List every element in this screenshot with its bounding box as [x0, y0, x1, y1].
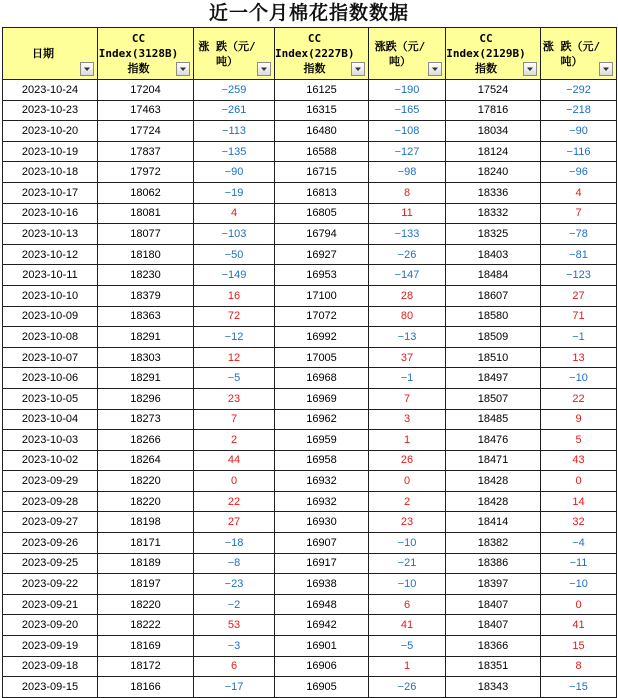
index-cell: 18273 — [98, 409, 194, 430]
change-cell: −13 — [369, 327, 446, 348]
change-cell: 15 — [541, 636, 617, 657]
index-cell: 18407 — [446, 594, 541, 615]
index-cell: 18264 — [98, 450, 194, 471]
index-cell: 16930 — [275, 512, 369, 533]
date-cell: 2023-10-04 — [3, 409, 98, 430]
change-cell: 22 — [194, 491, 275, 512]
table-row — [3, 574, 617, 595]
change-cell: −12 — [194, 327, 275, 348]
date-cell: 2023-10-20 — [3, 121, 98, 142]
index-cell: 18484 — [446, 265, 541, 286]
date-cell: 2023-10-08 — [3, 327, 98, 348]
change-cell: 8 — [541, 656, 617, 677]
table-row — [3, 512, 617, 533]
index-cell: 16958 — [275, 450, 369, 471]
change-cell: −8 — [194, 553, 275, 574]
index-cell: 16948 — [275, 594, 369, 615]
date-cell: 2023-09-22 — [3, 574, 98, 595]
change-cell: 2 — [194, 430, 275, 451]
index-cell: 18471 — [446, 450, 541, 471]
date-cell: 2023-10-18 — [3, 162, 98, 183]
change-cell: 1 — [369, 656, 446, 677]
index-cell: 18266 — [98, 430, 194, 451]
table-body — [3, 80, 617, 698]
index-cell: 16906 — [275, 656, 369, 677]
change-cell: 4 — [194, 203, 275, 224]
index-cell: 16588 — [275, 141, 369, 162]
table-row — [3, 594, 617, 615]
index-cell: 17204 — [98, 80, 194, 101]
column-header-line: CC — [307, 32, 322, 45]
date-cell: 2023-09-19 — [3, 636, 98, 657]
index-cell: 16932 — [275, 471, 369, 492]
index-cell: 18476 — [446, 430, 541, 451]
index-cell: 18580 — [446, 306, 541, 327]
index-cell: 18169 — [98, 636, 194, 657]
change-cell: 14 — [541, 491, 617, 512]
table-row — [3, 306, 617, 327]
index-cell: 16969 — [275, 388, 369, 409]
index-cell: 18332 — [446, 203, 541, 224]
index-cell: 18303 — [98, 347, 194, 368]
table-row — [3, 450, 617, 471]
date-cell: 2023-10-09 — [3, 306, 98, 327]
column-header-change-3128b — [194, 28, 275, 80]
column-header-line: 吨） — [560, 54, 583, 68]
column-header-line: CC — [479, 32, 493, 45]
index-cell: 18189 — [98, 553, 194, 574]
header-row — [3, 28, 617, 80]
index-cell: 18291 — [98, 327, 194, 348]
index-cell: 18062 — [98, 182, 194, 203]
index-cell: 18397 — [446, 574, 541, 595]
date-cell: 2023-09-21 — [3, 594, 98, 615]
column-header-line: 吨） — [389, 54, 411, 68]
date-cell: 2023-10-02 — [3, 450, 98, 471]
column-header-line: 指数 — [475, 62, 497, 75]
index-cell: 18428 — [446, 471, 541, 492]
table-row — [3, 368, 617, 389]
change-cell: −96 — [541, 162, 617, 183]
change-cell: 0 — [369, 471, 446, 492]
filter-dropdown-icon — [258, 63, 270, 75]
index-cell: 18414 — [446, 512, 541, 533]
filter-dropdown-icon — [429, 63, 441, 75]
change-cell: −78 — [541, 224, 617, 245]
change-cell: −15 — [541, 677, 617, 698]
index-cell: 16968 — [275, 368, 369, 389]
index-cell: 18343 — [446, 677, 541, 698]
column-header-line: 日期 — [32, 47, 54, 60]
change-cell: 0 — [541, 471, 617, 492]
index-cell: 18180 — [98, 244, 194, 265]
change-cell: 27 — [194, 512, 275, 533]
column-header-line: Index(3128B) — [98, 47, 179, 60]
index-cell: 17005 — [275, 347, 369, 368]
index-cell: 18407 — [446, 615, 541, 636]
change-cell: 7 — [194, 409, 275, 430]
change-cell: −10 — [369, 533, 446, 554]
cotton-index-table — [2, 27, 617, 698]
filter-dropdown-icon — [600, 63, 612, 75]
index-cell: 16917 — [275, 553, 369, 574]
change-cell: −123 — [541, 265, 617, 286]
date-cell: 2023-10-13 — [3, 224, 98, 245]
index-cell: 16805 — [275, 203, 369, 224]
change-cell: −165 — [369, 100, 446, 121]
change-cell: −10 — [541, 574, 617, 595]
date-cell: 2023-10-10 — [3, 285, 98, 306]
index-cell: 18497 — [446, 368, 541, 389]
change-cell: 26 — [369, 450, 446, 471]
change-cell: −23 — [194, 574, 275, 595]
index-cell: 17972 — [98, 162, 194, 183]
index-cell: 18240 — [446, 162, 541, 183]
change-cell: 27 — [541, 285, 617, 306]
index-cell: 17524 — [446, 80, 541, 101]
table-row — [3, 80, 617, 101]
table-row — [3, 224, 617, 245]
change-cell: −11 — [541, 553, 617, 574]
change-cell: −50 — [194, 244, 275, 265]
table-row — [3, 347, 617, 368]
index-cell: 16953 — [275, 265, 369, 286]
date-cell: 2023-10-07 — [3, 347, 98, 368]
change-cell: 0 — [194, 471, 275, 492]
index-cell: 16962 — [275, 409, 369, 430]
column-header-label — [3, 46, 97, 61]
index-cell: 18230 — [98, 265, 194, 286]
table-row — [3, 636, 617, 657]
change-cell: −133 — [369, 224, 446, 245]
index-cell: 18403 — [446, 244, 541, 265]
change-cell: 32 — [541, 512, 617, 533]
change-cell: −21 — [369, 553, 446, 574]
table-row — [3, 182, 617, 203]
column-header-line: Index(2129B) — [446, 47, 526, 60]
index-cell: 18386 — [446, 553, 541, 574]
date-cell: 2023-10-03 — [3, 430, 98, 451]
change-cell: 53 — [194, 615, 275, 636]
index-cell: 16942 — [275, 615, 369, 636]
change-cell: −261 — [194, 100, 275, 121]
date-cell: 2023-10-12 — [3, 244, 98, 265]
table-row — [3, 471, 617, 492]
change-cell: −292 — [541, 80, 617, 101]
change-cell: 7 — [541, 203, 617, 224]
index-cell: 17072 — [275, 306, 369, 327]
index-cell: 17816 — [446, 100, 541, 121]
change-cell: 44 — [194, 450, 275, 471]
filter-dropdown-button[interactable] — [351, 62, 365, 76]
change-cell: −1 — [369, 368, 446, 389]
index-cell: 18325 — [446, 224, 541, 245]
index-cell: 18077 — [98, 224, 194, 245]
column-header-line: 涨 跌（元/ — [198, 39, 256, 53]
change-cell: −3 — [194, 636, 275, 657]
change-cell: −1 — [541, 327, 617, 348]
index-cell: 18291 — [98, 368, 194, 389]
change-cell: −81 — [541, 244, 617, 265]
index-cell: 18220 — [98, 594, 194, 615]
date-cell: 2023-10-16 — [3, 203, 98, 224]
change-cell: 5 — [541, 430, 617, 451]
change-cell: 3 — [369, 409, 446, 430]
index-cell: 16959 — [275, 430, 369, 451]
filter-dropdown-icon — [524, 63, 536, 75]
index-cell: 18351 — [446, 656, 541, 677]
change-cell: 6 — [369, 594, 446, 615]
index-cell: 18124 — [446, 141, 541, 162]
index-cell: 17463 — [98, 100, 194, 121]
date-cell: 2023-10-19 — [3, 141, 98, 162]
change-cell: 0 — [541, 594, 617, 615]
change-cell: 72 — [194, 306, 275, 327]
index-cell: 16813 — [275, 182, 369, 203]
filter-dropdown-button[interactable] — [176, 62, 190, 76]
index-cell: 18485 — [446, 409, 541, 430]
date-cell: 2023-09-27 — [3, 512, 98, 533]
index-cell: 18507 — [446, 388, 541, 409]
index-cell: 17724 — [98, 121, 194, 142]
change-cell: −19 — [194, 182, 275, 203]
date-cell: 2023-10-24 — [3, 80, 98, 101]
index-cell: 16992 — [275, 327, 369, 348]
date-cell: 2023-10-23 — [3, 100, 98, 121]
column-header-line: 涨 跌（元/ — [542, 39, 601, 53]
index-cell: 18034 — [446, 121, 541, 142]
index-cell: 18222 — [98, 615, 194, 636]
index-cell: 18382 — [446, 533, 541, 554]
index-cell: 18296 — [98, 388, 194, 409]
index-cell: 18366 — [446, 636, 541, 657]
change-cell: 8 — [369, 182, 446, 203]
change-cell: 16 — [194, 285, 275, 306]
table-row — [3, 327, 617, 348]
change-cell: −113 — [194, 121, 275, 142]
index-cell: 18428 — [446, 491, 541, 512]
date-cell: 2023-09-25 — [3, 553, 98, 574]
change-cell: 37 — [369, 347, 446, 368]
change-cell: 9 — [541, 409, 617, 430]
column-header-change-2227b — [369, 28, 446, 80]
column-header-date — [3, 28, 98, 80]
filter-dropdown-button[interactable] — [599, 62, 613, 76]
table-row — [3, 100, 617, 121]
change-cell: −149 — [194, 265, 275, 286]
column-header-line: 指数 — [127, 62, 150, 75]
date-cell: 2023-09-20 — [3, 615, 98, 636]
change-cell: 41 — [369, 615, 446, 636]
index-cell: 16480 — [275, 121, 369, 142]
change-cell: −10 — [369, 574, 446, 595]
date-cell: 2023-09-15 — [3, 677, 98, 698]
change-cell: 2 — [369, 491, 446, 512]
table-row — [3, 409, 617, 430]
index-cell: 18336 — [446, 182, 541, 203]
table-row — [3, 533, 617, 554]
column-header-change-2129b — [541, 28, 617, 80]
change-cell: −10 — [541, 368, 617, 389]
date-cell: 2023-10-06 — [3, 368, 98, 389]
column-header-line: 吨） — [216, 54, 238, 68]
table-row — [3, 677, 617, 698]
table-row — [3, 430, 617, 451]
table-row — [3, 121, 617, 142]
date-cell: 2023-09-26 — [3, 533, 98, 554]
change-cell: −116 — [541, 141, 617, 162]
date-cell: 2023-10-05 — [3, 388, 98, 409]
change-cell: −2 — [194, 594, 275, 615]
change-cell: −90 — [541, 121, 617, 142]
change-cell: −26 — [369, 677, 446, 698]
table-row — [3, 285, 617, 306]
index-cell: 17100 — [275, 285, 369, 306]
change-cell: 28 — [369, 285, 446, 306]
change-cell: −5 — [369, 636, 446, 657]
change-cell: −190 — [369, 80, 446, 101]
table-row — [3, 615, 617, 636]
change-cell: −26 — [369, 244, 446, 265]
date-cell: 2023-10-11 — [3, 265, 98, 286]
table-row — [3, 141, 617, 162]
change-cell: −90 — [194, 162, 275, 183]
column-header-line: CC — [131, 32, 146, 45]
filter-dropdown-button[interactable] — [428, 62, 442, 76]
column-header-line: Index(2227B) — [275, 47, 355, 60]
table-row — [3, 553, 617, 574]
index-cell: 16125 — [275, 80, 369, 101]
index-cell: 17837 — [98, 141, 194, 162]
index-cell: 16905 — [275, 677, 369, 698]
filter-dropdown-icon — [177, 63, 189, 75]
column-header-index-3128b — [98, 28, 194, 80]
change-cell: 41 — [541, 615, 617, 636]
change-cell: 23 — [369, 512, 446, 533]
filter-dropdown-button[interactable] — [257, 62, 271, 76]
change-cell: 6 — [194, 656, 275, 677]
index-cell: 18166 — [98, 677, 194, 698]
date-cell: 2023-09-28 — [3, 491, 98, 512]
change-cell: 71 — [541, 306, 617, 327]
index-cell: 16315 — [275, 100, 369, 121]
change-cell: −135 — [194, 141, 275, 162]
change-cell: 22 — [541, 388, 617, 409]
change-cell: −103 — [194, 224, 275, 245]
change-cell: 43 — [541, 450, 617, 471]
index-cell: 18220 — [98, 491, 194, 512]
filter-dropdown-button[interactable] — [523, 62, 537, 76]
change-cell: 4 — [541, 182, 617, 203]
change-cell: −17 — [194, 677, 275, 698]
change-cell: −98 — [369, 162, 446, 183]
change-cell: −5 — [194, 368, 275, 389]
table-row — [3, 244, 617, 265]
change-cell: −4 — [541, 533, 617, 554]
filter-dropdown-icon — [352, 63, 364, 75]
change-cell: 13 — [541, 347, 617, 368]
change-cell: 80 — [369, 306, 446, 327]
index-cell: 16715 — [275, 162, 369, 183]
column-header-line: 涨跌（元/ — [374, 39, 426, 53]
index-cell: 18509 — [446, 327, 541, 348]
date-cell: 2023-09-18 — [3, 656, 98, 677]
date-cell: 2023-09-29 — [3, 471, 98, 492]
change-cell: −108 — [369, 121, 446, 142]
change-cell: 23 — [194, 388, 275, 409]
index-cell: 18197 — [98, 574, 194, 595]
change-cell: −218 — [541, 100, 617, 121]
filter-dropdown-button[interactable] — [80, 62, 94, 76]
table-row — [3, 162, 617, 183]
index-cell: 16927 — [275, 244, 369, 265]
column-header-line: 指数 — [303, 62, 326, 75]
index-cell: 18220 — [98, 471, 194, 492]
table-row — [3, 265, 617, 286]
index-cell: 18171 — [98, 533, 194, 554]
index-cell: 18081 — [98, 203, 194, 224]
index-cell: 18172 — [98, 656, 194, 677]
index-cell: 18363 — [98, 306, 194, 327]
date-cell: 2023-10-17 — [3, 182, 98, 203]
table-row — [3, 388, 617, 409]
change-cell: 12 — [194, 347, 275, 368]
index-cell: 16907 — [275, 533, 369, 554]
index-cell: 18607 — [446, 285, 541, 306]
change-cell: 11 — [369, 203, 446, 224]
table-row — [3, 203, 617, 224]
change-cell: 7 — [369, 388, 446, 409]
change-cell: −259 — [194, 80, 275, 101]
index-cell: 16901 — [275, 636, 369, 657]
index-cell: 18510 — [446, 347, 541, 368]
index-cell: 16932 — [275, 491, 369, 512]
index-cell: 16794 — [275, 224, 369, 245]
change-cell: −127 — [369, 141, 446, 162]
filter-dropdown-icon — [81, 63, 93, 75]
table-row — [3, 656, 617, 677]
sheet-title: 近一个月棉花指数数据 — [208, 2, 409, 24]
index-cell: 18198 — [98, 512, 194, 533]
column-header-index-2129b — [446, 28, 541, 80]
table-row — [3, 491, 617, 512]
index-cell: 16938 — [275, 574, 369, 595]
change-cell: −147 — [369, 265, 446, 286]
change-cell: 1 — [369, 430, 446, 451]
column-header-index-2227b — [275, 28, 369, 80]
index-cell: 18379 — [98, 285, 194, 306]
change-cell: −18 — [194, 533, 275, 554]
